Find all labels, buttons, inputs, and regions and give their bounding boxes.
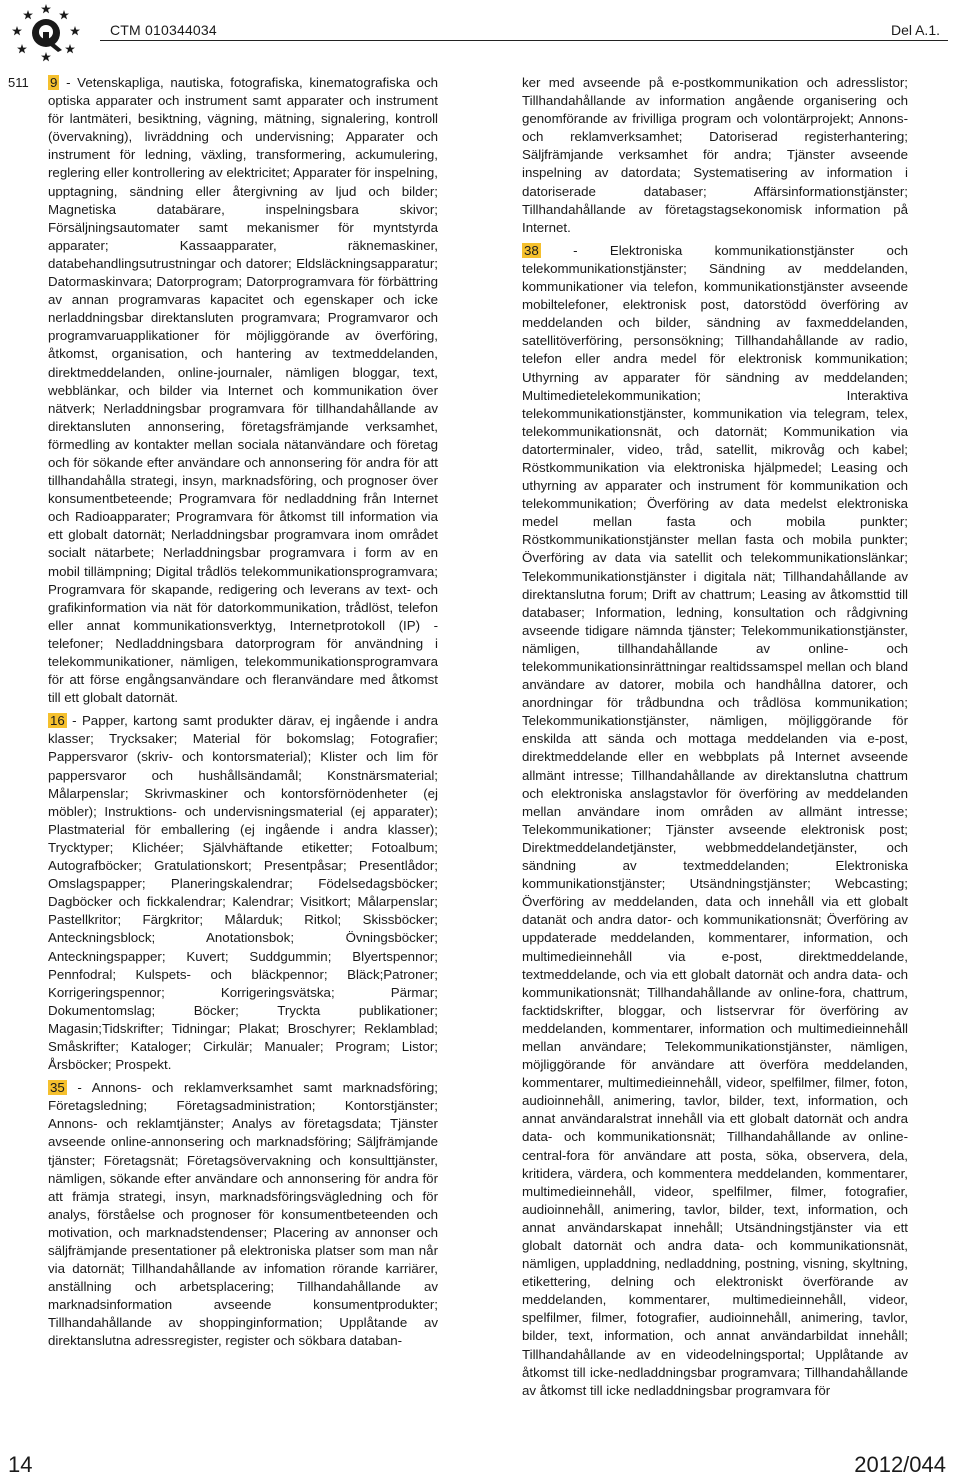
class-number-badge: 16 <box>50 713 65 729</box>
class-entry <box>48 74 438 707</box>
class-entry <box>522 242 908 1400</box>
class-entry-continuation <box>522 74 908 237</box>
issue-number: 2012/044 <box>854 1452 946 1477</box>
class-number-badge: 9 <box>50 75 58 90</box>
ohim-logo-icon <box>4 2 88 62</box>
class-entry <box>48 1079 438 1350</box>
class-entry-text: - Vetenskapliga, nautiska, fotografiska, kinematografiska och optiska apparater och instrument samt apparater och instrument för lantmäteri, besiktning, vägning, mätning, signalering, kontroll (övervakning), livräddning och undervisning; Apparater och instrument för ledning, växling, transformering, ackumulering, reglering eller kontrollering av elektricitet; Apparater för inspelning, upptagning, sändning eller återgivning av ljud och bilder; Magnetiska databärare, inspelningsbara skivor; Försäljningsautomater samt mekanismer för myntstyrda apparater; Kassaapparater, räknemaskiner, databehandlingsutrustningar och datorer; Eldsläckningsapparatur; Datormaskinvara; Datorprogram; Datorprogramvara för förbättring av annan programvaras kapacitet och egenskaper och icke nerladdningsbar direktansluten programvara; Programvaror och programvaruapplikationer för möjliggörande av överföring, åtkomst, organisation, och hantering av textmeddelanden, direktmeddelanden, online-journaler, nämligen bloggar, text, webblänkar, och bilder via Internet och kommunikation över nätverk; Nerladdningsbar programvara för tillhandahållande av direktansluten annonsering, företagsfrämjande verksamhet, förmedling av kontakter mellan sociala nätanvändare och företag och för sökande efter användare och annonsering för andra för att tillhandahålla strategi, insyn, marknadsföring, och prognoser över konsumentbeteende; Programvara för nedladdning från Internet och Radioapparater; Programvara för åtkomst till information via ett globalt datornät; Nerladdningsbar programvara inom området socialt nätarbete; Nerladdningsbar programvara i form av en mobil tillämpning; Digital trådlös telekommunikationsprogramvara; Programvara för skapande, redigering och leverans av text- och grafikinformation via nät för datorkommunikation, trådlöst, telefon eller annat kommunikationsverktyg, Internetprotokoll (IP) -telefoner; Nedladdningsbara datorprogram för användning i telekommunikationer, nämligen, telekommunikationsprogramvara för att förse engångsanvändare och fleranvändare med åtkomst till ett globalt datornät. <box>48 75 438 706</box>
page-number: 14 <box>8 1452 33 1477</box>
class-number-badge: 35 <box>50 1080 65 1096</box>
volume-number: 511 <box>8 75 29 90</box>
section-label: Del A.1. <box>890 22 940 38</box>
class-number-badge: 38 <box>524 242 539 258</box>
header-divider <box>100 40 948 41</box>
class-entry-text: ker med avseende på e-postkommunikation och adresslistor; Tillhandahållande av information angående organisering och genomförande av frivilliga program och volontärprojekt; Annons- och reklamverksamhet; Datoriserad registerhantering; Säljfrämjande verksamhet för andra; Tjänster avseende inspelning av datordata; Systematisering av information i datoriserade databaser; Affärsinformationstjänster; Tillhandahållande av företagstagsekonomisk information på Internet. <box>522 75 908 235</box>
class-entry-text: - Papper, kartong samt produkter därav, ej ingående i andra klasser; Trycksaker; Material för bokomslag; Fotografier; Pappersvaror (skriv- och kontorsmaterial); Klister och lim för pappersvaror och hushållsändamål; Konstnärsmaterial; Målarpenslar; Skrivmaskiner och kontorsförnödenheter (ej möbler); Instruktions- och undervisningsmaterial (ej apparater); Plastmaterial för emballering (ej ingående i andra klasser); Trycktyper; Klichéer; Självhäftande etiketter; Fotoalbum; Autografböcker; Gratulationskort; Presentpåsar; Presentlådor; Omslagspapper; Planeringskalendrar; Födelsedagsböcker; Dagböcker och fickkalendrar; Kalendrar; Visitkort; Målarpenslar; Pastellkritor; Färgkritor; Målarduk; Ritkol; Skissböcker; Anteckningsblock; Anotationsbok; Övningsböcker; Anteckningspapper; Kuvert; Suddgummin; Blyertspennor; Pennfodral; Kulspets- och bläckpennor; Bläck;Patroner; Korrigeringspennor; Korrigeringsvätska; Pärmar; Dokumentomslag; Böcker; Tryckta publikationer; Magasin;Tidskrifter; Tidningar; Plakat; Broschyrer; Reklamblad; Småskrifter; Kataloger; Cirkulär; Manualer; Program; Listor; Årsböcker; Prospekt. <box>48 713 438 1073</box>
class-entry <box>48 712 438 1074</box>
class-entry-text: - Elektroniska kommunikationstjänster och telekommunikationstjänster; Sändning av meddelanden, kommunikationer via telefon, kommunikationstjänster avseende mobiltelefoner, elektronisk post, datorstödd överföring av meddelanden och bilder, sändning av faxmeddelanden, satellitöverföring, personsökning; Tillhandahållande av radio, telefon eller andra medel för elektronisk kommunikation; Uthyrning av apparater för sändning av meddelanden; Multimedietelekommunikation; Interaktiva telekommunikationstjänster, kommunikation via telegram, telex, telekommunikationsnät, och datornät; Kommunikation via datorterminaler, video, tråd, satellit, mikrovåg och kabel; Röstkommunikation via elektroniska hjälpmedel; Leasing och uthyrning av apparater och instrument för kommunikation och telekommunikation; Överföring av data medelst elektroniska medel mellan fasta och mobila punkter; Röstkommunikationstjänster mellan fasta och mobila punkter; Överföring av data via satellit och telekommunikationslänkar; Telekommunikationstjänster i digitala nät; Tillhandahållande av direktanslutna forum; Drift av chattrum; Leasing av åtkomsttid till databaser; Information, ledning, konsultation och rådgivning avseende tidigare nämnda tjänster; Telekommunikationstjänster, nämligen, tillhandahållande av online- och telekommunikationsinrättningar realtidssamspel mellan och bland användare av datorer, mobila och handhållna datorer, och anordningar för trådbundna och trådlösa kommunikation; Telekommunikationstjänster, nämligen, möjliggörande för enskilda att sända och mottaga meddelanden via e-post, direktmeddelande eller en webbplats på Internet avseende allmänt intresse; Tillhandahållande av direktanslutna chattrum och elektroniska anslagstavlor för överföring av meddelanden mellan användare inom områden av allmänt intresse; Telekommunikationer; Tjänster avseende elektronisk post; Direktmeddelandetjänster, webbmeddelandetjänster, och sändning av textmeddelanden; Elektroniska kommunikationstjänster; Utsändningstjänster; Webcasting; Överföring av meddelanden, data och innehåll via ett globalt datanät och andra dator- och kommunikationsnät; Överföring av uppdaterade meddelanden, kommentarer, information, och multimedieinnehåll via e-post, direktmeddelande, textmeddelande, och via ett globalt datornät och andra data- och kommunikationsnät; Tillhandahållande av online-fora, chattrum, facktidskrifter, bloggar, och listservrar för överföring av meddelanden, kommentarer, information och multimedieinnehåll mellan användare; Telekommunikationstjänster, nämligen, möjliggörande för användare att överföra meddelanden, kommentarer, multimedieinnehåll, videor, spelfilmer, filmer, foton, audioinnehåll, animering, tavlor, bilder, text, information, och annat användaralstrat innehåll via ett globalt datornät och andra data- och kommunikationsnät; Tillhandahållande av online-central-fora för användare att posta, söka, observera, dela, kritidera, värdera, och kommentera meddelanden, kommentarer, multimedieinnehåll, videor, spelfilmer, filmer, fotografier, audioinnehåll, animering, tavlor, bilder, text, information, och annat användarskapat innehåll; Utsändningstjänster via ett globalt datornät och andra data- och kommunikationsnät, nämligen, uppladdning, nedladdning, postning, visning, skyltning, etikettering, delning och elektroniskt överförande av meddelanden, kommentarer, multimedieinnehåll, videor, spelfilmer, filmer, fotografier, audioinnehåll, animering, tavlor, bilder, text, information, och annat användarbildat innehåll; Tillhandahållande av en videodelningsportal; Upplåtande av åtkomst till icke-nedladdningsbar programvara; Tillhandahållande av åtkomst till icke nedladdningsbar programvara för <box>522 242 908 1398</box>
class-entry-text: - Annons- och reklamverksamhet samt marknadsföring; Företagsledning; Företagsadministration; Kontorstjänster; Annons- och reklamtjänster; Analys av företagsdata; Tjänster avseende online-annonsering och marknadsföring; Säljfrämjande tjänster; Företagsnät; Företagsövervakning och konsulttjänster, nämligen, sökande efter användare och annonsering för andra för att främja strategi, insyn, marknadsföringsvägledning och för analys, förståelse och prognoser för konsumentbeteenden och motivation, och marknadstendenser; Placering av annonser och säljfrämjande presentationer på elektroniska platser som man når via datornät; Tillhandahållande av infomation rörande karriärer, anställning och arbetsplacering; Tillhandahållande av marknadsinformation avseende konsumentprodukter; Tillhandahållande av shoppinginformation; Upplåtande av direktanslutna adressregister, register och sökbara databan- <box>48 1080 438 1349</box>
document-reference: CTM 010344034 <box>110 22 217 38</box>
right-column <box>522 74 908 1405</box>
left-column <box>48 74 438 1356</box>
